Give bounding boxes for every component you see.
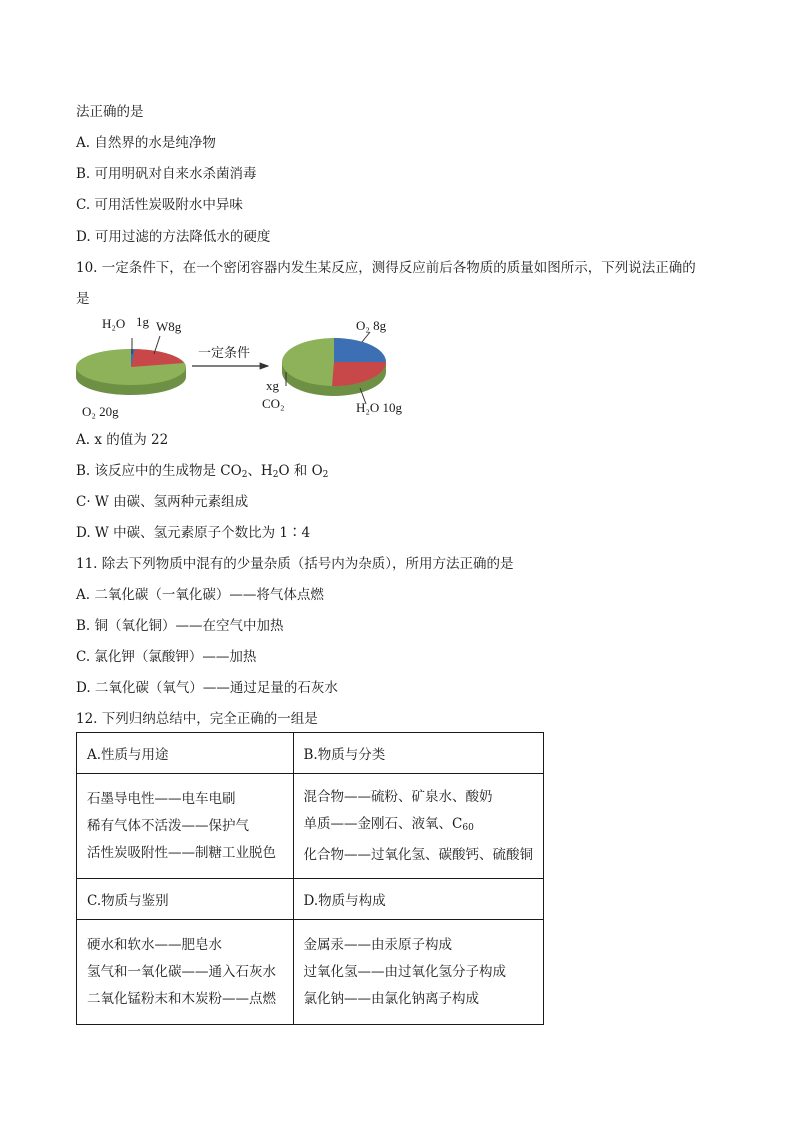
label-before-o2: O₂ 20g xyxy=(82,404,119,419)
label-after-h2o: H₂O 10g xyxy=(356,400,403,415)
label-after-o2: O₂ 8g xyxy=(356,318,387,333)
cell-c-head: C.物质与鉴别 xyxy=(77,879,294,920)
q9-stem-tail: 法正确的是 xyxy=(76,104,144,120)
q9-option-d: D. 可用过滤的方法降低水的硬度 xyxy=(76,229,271,245)
q10-pie-diagram xyxy=(70,310,430,422)
q10-stem-line1: 10. 一定条件下，在一个密闭容器内发生某反应，测得反应前后各物质的质量如图所示，下列说法正确的 xyxy=(76,260,696,276)
pie-after xyxy=(282,332,386,404)
pie-before xyxy=(76,336,186,395)
q10-option-d: D. W 中碳、氢元素原子个数比为 1∶4 xyxy=(76,525,311,541)
cell-c-body: 硬水和软水——肥皂水 氢气和一氧化碳——通入石灰水 二氧化锰粉末和木炭粉——点燃 xyxy=(77,920,294,1025)
q9-option-a: A. 自然界的水是纯净物 xyxy=(76,135,216,151)
label-before-w: W8g xyxy=(156,319,182,334)
q9-option-c: C. 可用活性炭吸附水中异味 xyxy=(76,197,243,213)
q11-option-b: B. 铜（氧化铜）——在空气中加热 xyxy=(76,618,284,634)
cell-d-body: 金属汞——由汞原子构成 过氧化氢——由过氧化氢分子构成 氯化钠——由氯化钠离子构成 xyxy=(293,920,544,1025)
q11-option-a: A. 二氧化碳（一氧化碳）——将气体点燃 xyxy=(76,587,324,603)
cell-d-head: D.物质与构成 xyxy=(293,879,544,920)
cell-a-body: 石墨导电性——电车电刷 稀有气体不活泼——保护气 活性炭吸附性——制糖工业脱色 xyxy=(77,774,294,879)
q9-option-b: B. 可用明矾对自来水杀菌消毒 xyxy=(76,166,257,182)
q10-option-c: C· W 由碳、氢两种元素组成 xyxy=(76,494,249,510)
q10-stem-line2: 是 xyxy=(76,291,90,307)
q10-option-b: B. 该反应中的生成物是 $CO_2$、$H_2O$ 和 $O_2$ xyxy=(76,463,329,480)
q11-stem: 11. 除去下列物质中混有的少量杂质（括号内为杂质），所用方法正确的是 xyxy=(76,556,514,572)
cell-b-head: B.物质与分类 xyxy=(293,733,544,774)
q12-stem: 12. 下列归纳总结中，完全正确的一组是 xyxy=(76,711,318,727)
label-after-co2-mass: xg xyxy=(266,378,279,393)
label-before-h2o: H₂O xyxy=(102,316,126,331)
q11-option-d: D. 二氧化碳（氧气）——通过足量的石灰水 xyxy=(76,680,338,696)
q11-option-c: C. 氯化钾（氯酸钾）——加热 xyxy=(76,649,257,665)
pie-after-o2-slice xyxy=(334,338,386,362)
label-before-h2o-mass: 1g xyxy=(136,314,149,329)
cell-b-body: 混合物——硫粉、矿泉水、酸奶 单质——金刚石、液氧、$C_{60}$ 化合物——过氧化氢、碳酸钙、硫酸铜 xyxy=(293,774,544,879)
arrow-condition-label: 一定条件 xyxy=(198,345,251,360)
label-after-co2: CO₂ xyxy=(262,396,285,411)
cell-a-head: A.性质与用途 xyxy=(77,733,294,774)
q12-summary-table xyxy=(76,732,544,1025)
q10-option-a: A. x 的值为 22 xyxy=(76,432,169,448)
